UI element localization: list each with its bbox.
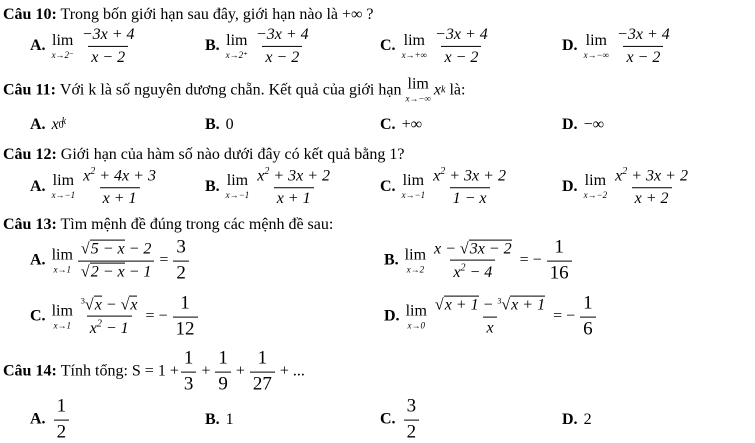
option-label: D. (562, 37, 578, 54)
limit: lim x→−∞ (583, 31, 610, 60)
fraction: $\frac{x^2 + 3x + 2}{x + 2}$ (615, 166, 688, 208)
q11-option-c[interactable] (380, 116, 422, 134)
option-label: D. (562, 177, 578, 195)
fraction: $\frac{x^2 + 4x + 3}{x + 1}$ (83, 166, 156, 208)
question-11-prompt: Với k là số nguyên dương chẵn. Kết quả của giới hạn (59, 81, 402, 98)
fraction: $\frac{x^2 + 3x + 2}{1 - x}$ (433, 166, 506, 208)
option-exp: k (61, 115, 67, 127)
option-label: D. (384, 308, 400, 325)
limit: lim x→−2 (583, 172, 608, 201)
q13-option-c[interactable] (30, 294, 200, 341)
equals-sign: = (159, 252, 169, 269)
q14-option-b[interactable] (205, 411, 234, 429)
option-value: +∞ (401, 116, 422, 133)
question-12-label: Câu 12: (3, 146, 57, 163)
fraction: $\frac{√x + 1 - ^3√x + 1}{x}$ (434, 296, 546, 337)
question-11-text (3, 77, 465, 104)
limit: lim x→2⁻ (51, 31, 74, 60)
ellipsis: + ... (279, 363, 305, 380)
q12-option-c[interactable] (380, 166, 511, 208)
q10-option-c[interactable] (380, 26, 493, 66)
option-label: B. (205, 116, 220, 133)
question-13-prompt: Tìm mệnh đề đúng trong các mệnh đề sau: (60, 216, 334, 233)
option-value: 2 (583, 411, 592, 428)
option-label: C. (380, 411, 396, 428)
equals-sign: = − (145, 308, 168, 325)
series-term-3: $\frac{1}{27}$ (250, 349, 275, 396)
q10-option-d[interactable] (562, 26, 675, 66)
option-label: B. (205, 411, 220, 428)
question-12-prompt: Giới hạn của hàm số nào dưới đây có kết quả bằng 1? (60, 146, 405, 163)
option-base: x (51, 116, 59, 133)
rhs-fraction: $\frac{3}{2}$ (173, 238, 189, 285)
question-12-text (3, 146, 405, 164)
limit: lim x→−1 (51, 172, 76, 201)
fraction: $\frac{-3x + 4}{x - 2}$ (81, 25, 135, 66)
option-label: C. (30, 308, 46, 325)
limit: lim x→+∞ (401, 31, 428, 60)
equals-sign: = − (519, 252, 542, 269)
limit: lim x→0 (405, 302, 427, 331)
q12-option-b[interactable] (205, 166, 335, 208)
limit: lim x→2 (404, 246, 427, 275)
option-label: D. (562, 411, 578, 428)
option-label: A. (30, 411, 46, 428)
question-14-label: Câu 14: (3, 363, 57, 380)
option-value: −∞ (583, 116, 604, 133)
q12-option-a[interactable] (30, 166, 161, 208)
fraction: $\frac{x^2 + 3x + 2}{x + 1}$ (257, 166, 331, 208)
q12-option-d[interactable] (562, 166, 693, 208)
rhs-fraction: $\frac{1}{6}$ (580, 294, 596, 341)
fraction: $\frac{√5 - x - 2}{√2 - x - 1}$ (78, 241, 154, 281)
q11-option-a[interactable] (30, 116, 68, 134)
q11-option-d[interactable] (562, 116, 604, 134)
option-label: B. (205, 177, 220, 195)
option-label: A. (30, 37, 46, 54)
limit: lim x→−∞ (405, 75, 431, 104)
expr-base: x (433, 81, 442, 98)
question-10-text (3, 6, 374, 24)
option-value: 1 (225, 411, 234, 428)
limit: lim x→−1 (225, 172, 250, 201)
option-label: C. (380, 37, 396, 54)
question-14-prompt: Tính tổng: S = 1 + (60, 363, 179, 380)
q10-option-b[interactable] (205, 26, 314, 66)
question-10-label: Câu 10: (3, 6, 57, 23)
q14-option-a[interactable] (30, 397, 71, 443)
rhs-fraction: $\frac{1}{12}$ (173, 294, 198, 341)
fraction: $\frac{x - √3x - 2}{x^2 - 4}$ (434, 240, 512, 282)
question-13-text (3, 216, 333, 234)
option-label: B. (384, 252, 399, 269)
option-subscript: 0 (58, 119, 64, 131)
question-11-tail: là: (449, 81, 466, 98)
option-value: 0 (225, 116, 234, 133)
option-label: A. (30, 252, 46, 269)
q14-option-d[interactable] (562, 411, 592, 429)
option-label: C. (380, 116, 396, 133)
q13-option-d[interactable] (384, 294, 598, 341)
option-label: A. (30, 116, 46, 133)
equals-sign: = − (553, 308, 576, 325)
fraction: $\frac{^3√x - √x}{x^2 - 1}$ (80, 295, 138, 338)
q14-option-c[interactable] (380, 397, 421, 443)
plus-sign: + (235, 363, 245, 380)
option-label: C. (380, 177, 396, 195)
option-label: A. (30, 177, 46, 195)
q11-option-b[interactable] (205, 116, 234, 134)
limit: lim x→1 (51, 246, 73, 275)
fraction: $\frac{-3x + 4}{x - 2}$ (255, 25, 309, 66)
rhs-fraction: $\frac{1}{16}$ (547, 238, 572, 285)
q13-option-a[interactable] (30, 238, 191, 285)
plus-sign: + (201, 363, 211, 380)
limit: lim x→2⁺ (225, 31, 248, 60)
question-11-label: Câu 11: (3, 81, 56, 98)
expr-exp: k (441, 84, 446, 95)
fraction: $\frac{-3x + 4}{x - 2}$ (617, 25, 670, 66)
limit: lim x→−1 (401, 172, 426, 201)
fraction: $\frac{1}{2}$ (54, 397, 70, 443)
question-14-text (3, 349, 308, 396)
question-10-prompt: Trong bốn giới hạn sau đây, giới hạn nào là +∞ ? (60, 6, 374, 23)
question-13-label: Câu 13: (3, 216, 57, 233)
q10-option-a[interactable] (30, 26, 140, 66)
series-term-2: $\frac{1}{9}$ (215, 349, 231, 396)
series-term-1: $\frac{1}{3}$ (181, 349, 197, 396)
fraction: $\frac{-3x + 4}{x - 2}$ (435, 25, 488, 66)
option-label: B. (205, 37, 220, 54)
limit: lim x→1 (51, 302, 73, 331)
option-label: D. (562, 116, 578, 133)
q13-option-b[interactable] (384, 238, 574, 285)
fraction: $\frac{3}{2}$ (404, 397, 420, 443)
